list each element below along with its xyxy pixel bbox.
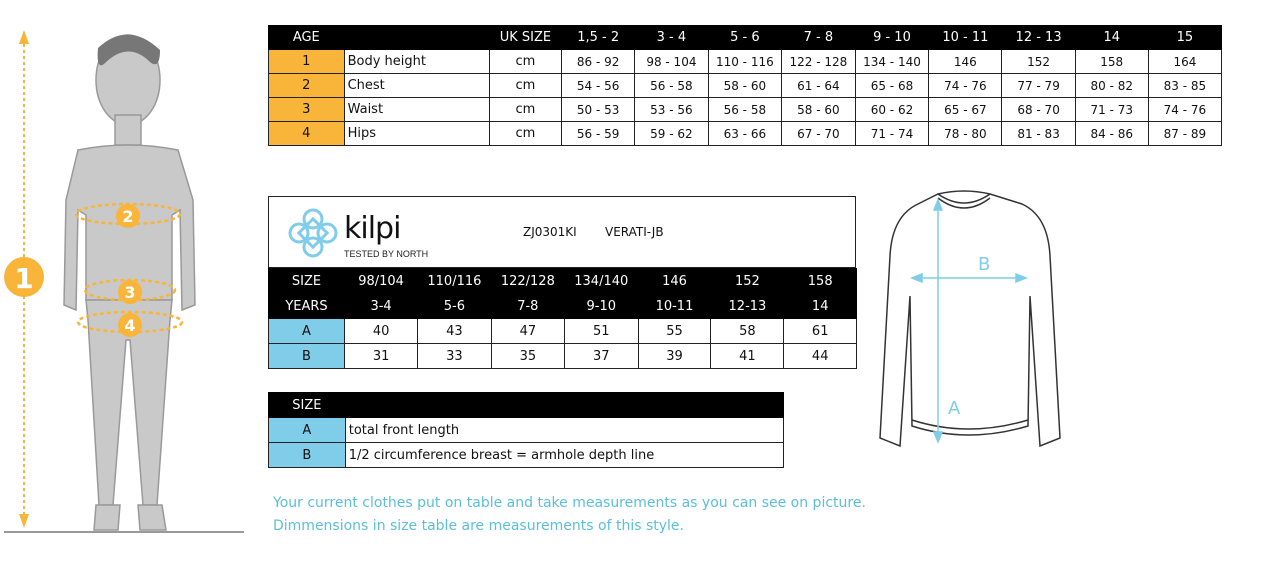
legend-text: 1/2 circumference breast = armhole depth line: [345, 443, 783, 468]
table-cell: 60 - 62: [855, 98, 929, 122]
row-unit: cm: [489, 122, 561, 146]
table-cell: 164: [1148, 50, 1221, 74]
product-years-row: [269, 294, 857, 319]
legend-header: SIZE: [269, 393, 346, 418]
table-cell: 31: [345, 344, 418, 369]
table-row: [269, 74, 1222, 98]
table-cell: 53 - 56: [635, 98, 708, 122]
model-name: VERATI-JB: [605, 225, 664, 239]
instruction-note: Your current clothes put on table and take measurements as you can see on picture.: [273, 495, 866, 511]
table-cell: 61: [784, 319, 857, 344]
header-size: 3 - 4: [635, 26, 708, 50]
table-cell: 146: [929, 50, 1002, 74]
table-cell: 56 - 58: [635, 74, 708, 98]
header-size: 7 - 8: [782, 26, 856, 50]
table-cell: 80 - 82: [1075, 74, 1148, 98]
table-cell: 35: [491, 344, 564, 369]
years-value: 3-4: [345, 294, 418, 319]
table-cell: 122 - 128: [782, 50, 856, 74]
dimension-note: Dimmensions in size table are measurements of this style.: [273, 518, 684, 534]
size-value: 98/104: [345, 269, 418, 294]
header-age: AGE: [269, 26, 345, 50]
table-cell: 41: [711, 344, 784, 369]
table-row: [269, 443, 784, 468]
table-cell: 39: [638, 344, 711, 369]
legend-header-blank: [345, 393, 783, 418]
child-body-figure: [0, 0, 250, 563]
table-cell: 37: [565, 344, 638, 369]
header-blank: [344, 26, 489, 50]
table-cell: 87 - 89: [1148, 122, 1221, 146]
table-cell: 40: [345, 319, 418, 344]
header-size: 10 - 11: [929, 26, 1002, 50]
row-label: Waist: [344, 98, 489, 122]
product-size-table: [268, 268, 857, 369]
row-number: 2: [269, 74, 345, 98]
brand-logo-text: kilpi: [344, 211, 401, 246]
header-size: 5 - 6: [708, 26, 782, 50]
table-row: [269, 50, 1222, 74]
table-row: [269, 344, 857, 369]
size-label: SIZE: [269, 269, 345, 294]
legend-text: total front length: [345, 418, 783, 443]
body-size-table: [268, 25, 1222, 146]
table-cell: 43: [418, 319, 491, 344]
size-value: 158: [784, 269, 857, 294]
model-code: ZJ0301KI: [523, 225, 577, 239]
legend-header-row: [269, 393, 784, 418]
table-cell: 33: [418, 344, 491, 369]
table-row: [269, 418, 784, 443]
row-label: A: [269, 319, 345, 344]
header-size: 1,5 - 2: [562, 26, 635, 50]
size-value: 134/140: [565, 269, 638, 294]
table-cell: 68 - 70: [1002, 98, 1075, 122]
years-value: 10-11: [638, 294, 711, 319]
table-cell: 58 - 60: [782, 98, 856, 122]
table-cell: 61 - 64: [782, 74, 856, 98]
shirt-diagram: [872, 186, 1067, 456]
years-value: 7-8: [491, 294, 564, 319]
table-cell: 71 - 74: [855, 122, 929, 146]
row-unit: cm: [489, 74, 561, 98]
legend-label: A: [269, 418, 346, 443]
table-cell: 56 - 58: [708, 98, 782, 122]
size-value: 110/116: [418, 269, 491, 294]
years-value: 5-6: [418, 294, 491, 319]
table-cell: 54 - 56: [562, 74, 635, 98]
height-marker-label: 1: [14, 262, 34, 295]
brand-header: [268, 196, 856, 268]
table-cell: 59 - 62: [635, 122, 708, 146]
table-cell: 58: [711, 319, 784, 344]
table-cell: 134 - 140: [855, 50, 929, 74]
table-cell: 55: [638, 319, 711, 344]
years-value: 14: [784, 294, 857, 319]
shirt-label-a: A: [948, 398, 961, 419]
years-value: 12-13: [711, 294, 784, 319]
legend-label: B: [269, 443, 346, 468]
row-number: 4: [269, 122, 345, 146]
years-label: YEARS: [269, 294, 345, 319]
waist-marker-label: 3: [124, 283, 136, 302]
header-size: 14: [1075, 26, 1148, 50]
table-cell: 51: [565, 319, 638, 344]
table-cell: 84 - 86: [1075, 122, 1148, 146]
table-cell: 47: [491, 319, 564, 344]
row-number: 1: [269, 50, 345, 74]
row-label: Hips: [344, 122, 489, 146]
table-cell: 65 - 67: [929, 98, 1002, 122]
table-cell: 78 - 80: [929, 122, 1002, 146]
product-size-row: [269, 269, 857, 294]
header-uk-size: UK SIZE: [489, 26, 561, 50]
row-number: 3: [269, 98, 345, 122]
table-cell: 58 - 60: [708, 74, 782, 98]
table-cell: 98 - 104: [635, 50, 708, 74]
body-size-header-row: [269, 26, 1222, 50]
brand-tagline: TESTED BY NORTH: [344, 249, 429, 259]
chest-marker-label: 2: [122, 207, 134, 226]
table-cell: 74 - 76: [929, 74, 1002, 98]
shirt-label-b: B: [978, 254, 991, 275]
table-cell: 50 - 53: [562, 98, 635, 122]
header-size: 15: [1148, 26, 1221, 50]
size-value: 122/128: [491, 269, 564, 294]
table-cell: 158: [1075, 50, 1148, 74]
row-label: Chest: [344, 74, 489, 98]
table-cell: 152: [1002, 50, 1075, 74]
size-value: 146: [638, 269, 711, 294]
row-unit: cm: [489, 98, 561, 122]
table-cell: 86 - 92: [562, 50, 635, 74]
table-cell: 77 - 79: [1002, 74, 1075, 98]
table-cell: 56 - 59: [562, 122, 635, 146]
table-cell: 67 - 70: [782, 122, 856, 146]
row-unit: cm: [489, 50, 561, 74]
table-row: [269, 122, 1222, 146]
table-cell: 83 - 85: [1148, 74, 1221, 98]
header-size: 12 - 13: [1002, 26, 1075, 50]
table-cell: 74 - 76: [1148, 98, 1221, 122]
table-row: [269, 98, 1222, 122]
table-cell: 44: [784, 344, 857, 369]
table-cell: 81 - 83: [1002, 122, 1075, 146]
row-label: B: [269, 344, 345, 369]
years-value: 9-10: [565, 294, 638, 319]
size-value: 152: [711, 269, 784, 294]
table-cell: 110 - 116: [708, 50, 782, 74]
table-cell: 63 - 66: [708, 122, 782, 146]
row-label: Body height: [344, 50, 489, 74]
table-cell: 71 - 73: [1075, 98, 1148, 122]
header-size: 9 - 10: [855, 26, 929, 50]
hips-marker-label: 4: [124, 316, 136, 335]
table-cell: 65 - 68: [855, 74, 929, 98]
kilpi-knot-icon: [285, 205, 341, 261]
measurement-legend-table: [268, 392, 784, 468]
table-row: [269, 319, 857, 344]
